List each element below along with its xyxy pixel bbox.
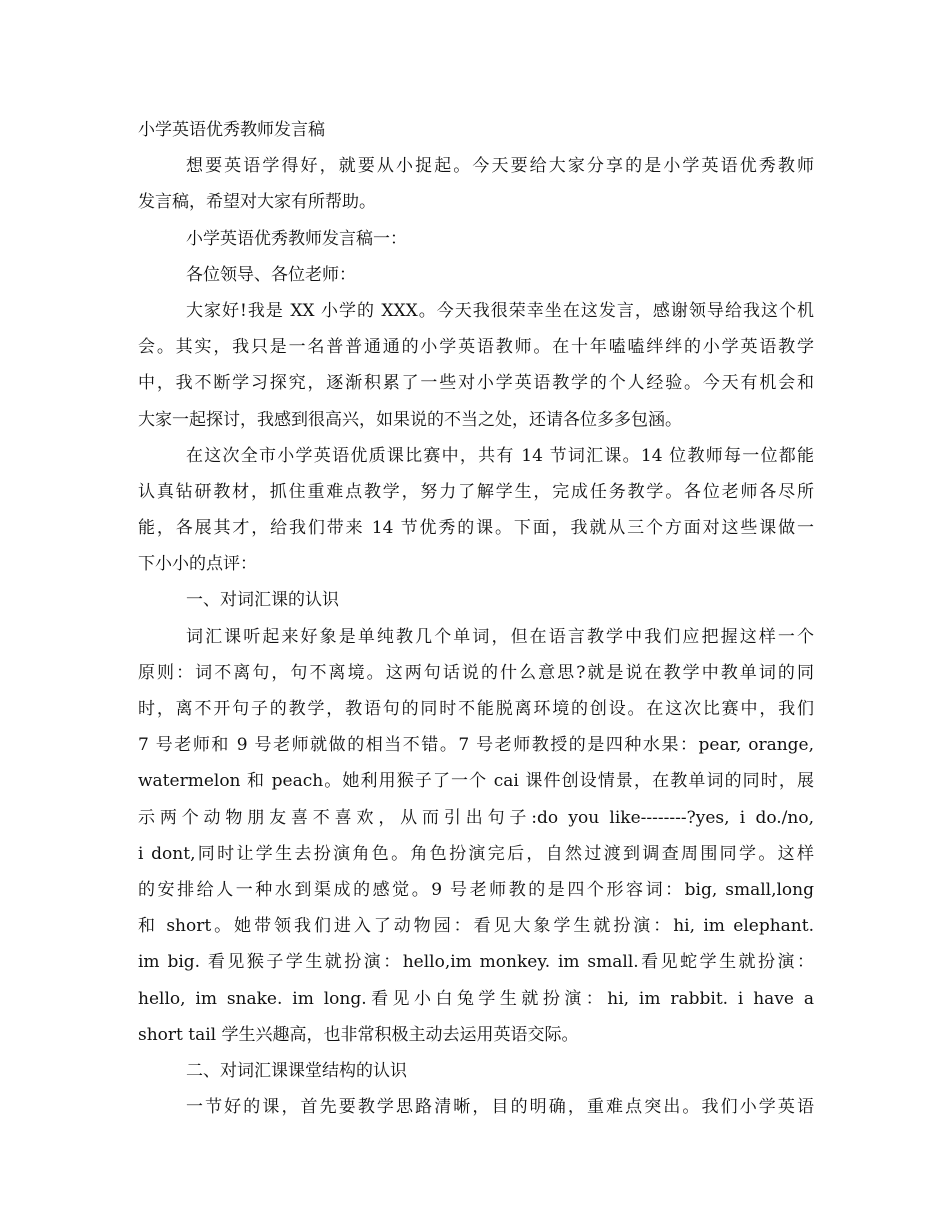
text-line: 大家好!我是 XX 小学的 XXX。今天我很荣幸坐在这发言，感谢领导给我这个机 [186,300,814,321]
text-line: 中，我不断学习探究，逐渐积累了一些对小学英语教学的个人经验。今天有机会和 [138,373,814,394]
text-line: 示两个动物朋友喜不喜欢，从而引出句子:do you like--------?yes, i do./no, [138,807,814,828]
text-line: 能，各展其才，给我们带来 14 节优秀的课。下面，我就从三个方面对这些课做一 [138,518,814,539]
text-line: 和 short。她带领我们进入了动物园：看见大象学生就扮演：hi, im elephant. [138,916,814,937]
text-line: 各位领导、各位老师： [186,264,356,285]
text-line: 7 号老师和 9 号老师就做的相当不错。7 号老师教授的是四种水果：pear, orange, [138,735,814,756]
text-line: 大家一起探讨，我感到很高兴，如果说的不当之处，还请各位多多包涵。 [138,409,682,430]
text-line: 时，离不开句子的教学，教语句的同时不能脱离环境的创设。在这次比赛中，我们 [138,699,814,719]
text-line: 小学英语优秀教师发言稿一： [186,228,407,249]
text-line: 想要英语学得好，就要从小捉起。今天要给大家分享的是小学英语优秀教师 [186,156,814,177]
text-line: 二、对词汇课课堂结构的认识 [186,1060,407,1081]
text-line: watermelon 和 peach。她利用猴子了一个 cai 课件创设情景，在教单词的同时，展 [138,771,814,792]
text-line: 下小小的点评： [138,554,257,575]
document-title: 小学英语优秀教师发言稿 [138,120,325,140]
text-line: 发言稿，希望对大家有所帮助。 [138,192,376,213]
text-line: short tail 学生兴趣高，也非常积极主动去运用英语交际。 [138,1024,579,1045]
text-line: 一、对词汇课的认识 [186,590,339,611]
text-line: hello, im snake. im long.看见小白兔学生就扮演：hi, im rabbit. i have a [138,988,814,1009]
text-line: 词汇课听起来好象是单纯教几个单词，但在语言教学中我们应把握这样一个 [186,626,814,647]
text-line: 原则：词不离句，句不离境。这两句话说的什么意思?就是说在教学中教单词的同 [138,662,814,683]
text-line: 一节好的课，首先要教学思路清晰，目的明确，重难点突出。我们小学英语 [186,1097,814,1118]
text-line: 在这次全市小学英语优质课比赛中，共有 14 节词汇课。14 位教师每一位都能 [186,445,814,466]
text-line: i dont,同时让学生去扮演角色。角色扮演完后，自然过渡到调查周围同学。这样 [138,843,814,864]
document-body [138,112,814,1125]
text-line: 的安排给人一种水到渠成的感觉。9 号老师教的是四个形容词：big, small,long [138,879,814,900]
text-line: im big. 看见猴子学生就扮演：hello,im monkey. im small.看见蛇学生就扮演： [138,952,814,973]
text-line: 认真钻研教材，抓住重难点教学，努力了解学生，完成任务教学。各位老师各尽所 [138,481,814,502]
text-line: 会。其实，我只是一名普普通通的小学英语教师。在十年嗑嗑绊绊的小学英语教学 [138,337,814,358]
